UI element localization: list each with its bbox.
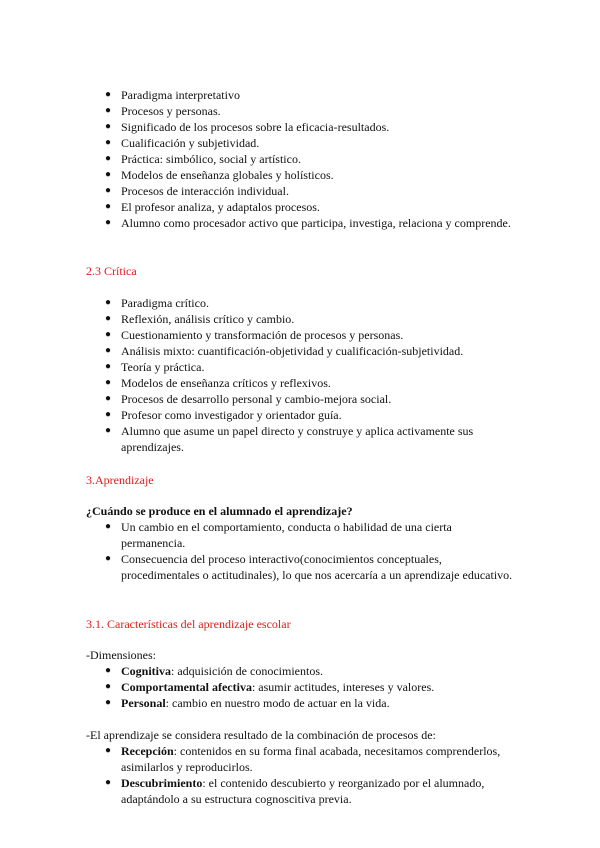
list-item: ● Análisis mixto: cuantificación-objetividad y cualificación-subjetividad.	[105, 344, 464, 358]
list-item: ● Práctica: simbólico, social y artístico.	[105, 152, 301, 166]
list-item: ● Comportamental afectiva: asumir actitudes, intereses y valores.	[105, 680, 435, 694]
bullet-icon: ●	[105, 521, 112, 532]
dimensions-intro: -Dimensiones:	[86, 648, 156, 662]
bullet-icon: ●	[105, 329, 112, 340]
list-item: ● Procesos de desarrollo personal y cambio-mejora social.	[105, 392, 392, 406]
interpretive-paradigm-list	[0, 87, 600, 231]
bullet-icon: ●	[105, 185, 112, 196]
bullet-icon: ●	[105, 409, 112, 420]
section-question: ¿Cuándo se produce en el alumnado el aprendizaje?	[86, 504, 353, 518]
list-item: ● Cognitiva: adquisición de conocimientos.	[105, 664, 323, 678]
list-item: ● Consecuencia del proceso interactivo(conocimientos conceptuales, procedimentales o actitudinales), lo que nos acercaría a un aprendizaje educativo.	[105, 552, 513, 582]
list-item: ● Reflexión, análisis crítico y cambio.	[105, 312, 295, 326]
section-heading-aprendizaje: 3.Aprendizaje	[86, 473, 154, 487]
list-item: ● Alumno que asume un papel directo y construye y aplica activamente sus aprendizajes.	[105, 424, 474, 454]
bullet-icon: ●	[105, 345, 112, 356]
list-item: ● Cuestionamiento y transformación de procesos y personas.	[105, 328, 404, 342]
critical-paradigm-list	[0, 295, 600, 455]
section-heading-critica: 2.3 Crítica	[86, 264, 137, 278]
bullet-icon: ●	[105, 217, 112, 228]
dimensions-list	[0, 663, 600, 711]
list-item: ● Modelos de enseñanza globales y holísticos.	[105, 168, 334, 182]
list-item: ● Procesos de interacción individual.	[105, 184, 289, 198]
list-item: ● Profesor como investigador y orientador guía.	[105, 408, 342, 422]
bullet-icon: ●	[105, 777, 112, 788]
list-item: ● Recepción: contenidos en su forma final acabada, necesitamos comprenderlos, asimilarlos y reproducirlos.	[105, 744, 501, 774]
bullet-icon: ●	[105, 697, 112, 708]
bullet-icon: ●	[105, 745, 112, 756]
list-item: ● Paradigma interpretativo	[105, 88, 240, 102]
list-item: ● Paradigma crítico.	[105, 296, 209, 310]
bullet-icon: ●	[105, 137, 112, 148]
list-item: ● Procesos y personas.	[105, 104, 221, 118]
list-item: ● Personal: cambio en nuestro modo de actuar en la vida.	[105, 696, 390, 710]
learning-definition-list	[0, 519, 600, 583]
bullet-icon: ●	[105, 393, 112, 404]
processes-intro: -El aprendizaje se considera resultado de la combinación de procesos de:	[86, 728, 436, 742]
bullet-icon: ●	[105, 121, 112, 132]
bullet-icon: ●	[105, 201, 112, 212]
bullet-icon: ●	[105, 105, 112, 116]
list-item: ● Significado de los procesos sobre la eficacia-resultados.	[105, 120, 390, 134]
bullet-icon: ●	[105, 361, 112, 372]
list-item: ● Cualificación y subjetividad.	[105, 136, 260, 150]
bullet-icon: ●	[105, 89, 112, 100]
bullet-icon: ●	[105, 665, 112, 676]
list-item: ● Teoría y práctica.	[105, 360, 205, 374]
bullet-icon: ●	[105, 153, 112, 164]
list-item: ● Modelos de enseñanza críticos y reflexivos.	[105, 376, 331, 390]
section-heading-caracteristicas: 3.1. Características del aprendizaje escolar	[86, 617, 291, 631]
processes-list	[0, 743, 600, 807]
bullet-icon: ●	[105, 681, 112, 692]
bullet-icon: ●	[105, 169, 112, 180]
list-item: ● Un cambio en el comportamiento, conducta o habilidad de una cierta permanencia.	[105, 520, 452, 550]
bullet-icon: ●	[105, 377, 112, 388]
list-item: ● Descubrimiento: el contenido descubierto y reorganizado por el alumnado, adaptándolo a su estructura cognoscitiva previa.	[105, 776, 485, 806]
list-item: ● El profesor analiza, y adaptalos procesos.	[105, 200, 320, 214]
bullet-icon: ●	[105, 425, 112, 436]
bullet-icon: ●	[105, 553, 112, 564]
list-item: ● Alumno como procesador activo que participa, investiga, relaciona y comprende.	[105, 216, 511, 230]
bullet-icon: ●	[105, 313, 112, 324]
bullet-icon: ●	[105, 297, 112, 308]
